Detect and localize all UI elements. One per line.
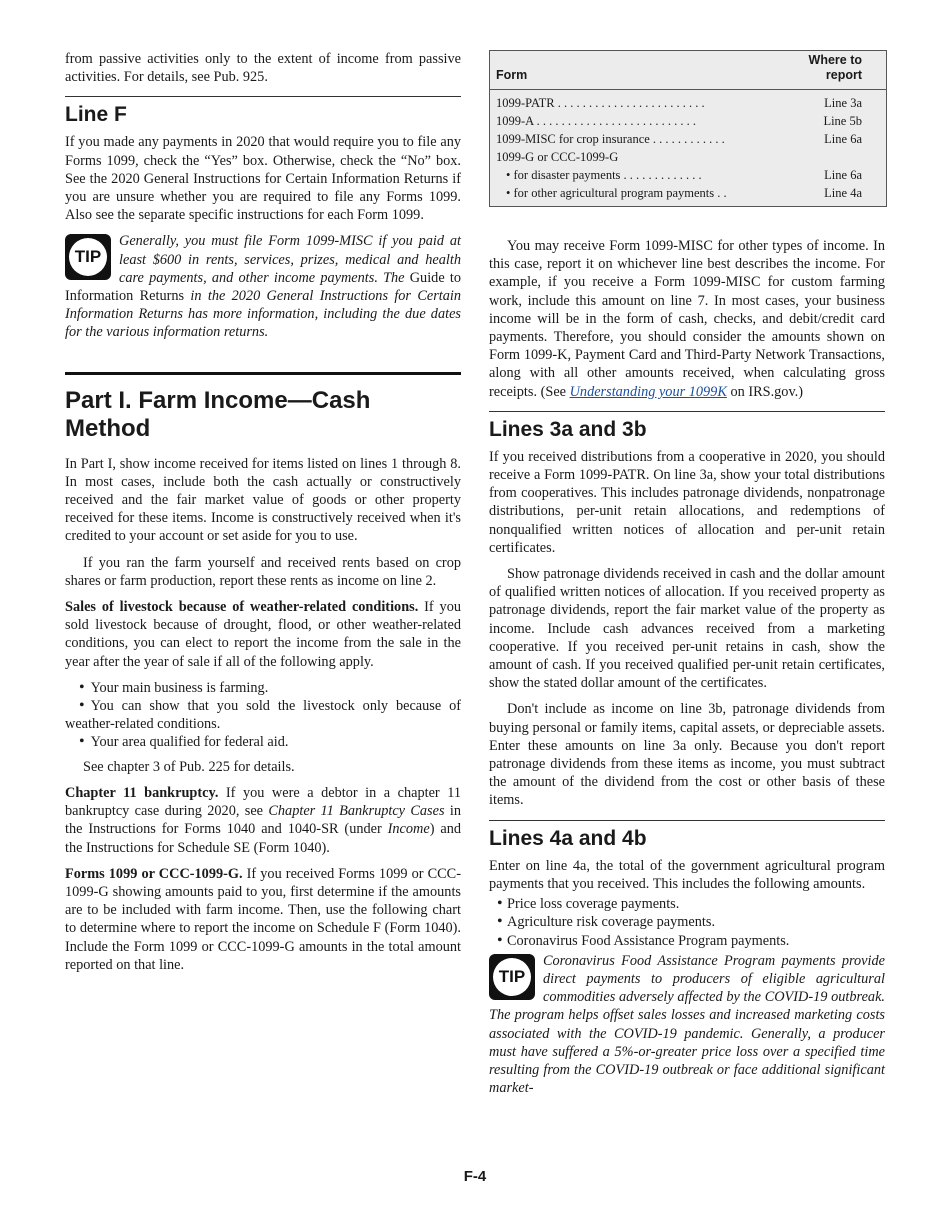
list-item: • Your area qualified for federal aid. xyxy=(65,733,461,751)
column-header-form: Form xyxy=(496,68,528,82)
section-divider xyxy=(489,820,885,821)
table-row: • for disaster payments . . . . . . . . . . . . . Line 6a xyxy=(506,168,862,182)
part-1-heading: Part I. Farm Income—Cash Method xyxy=(65,386,371,442)
right-column xyxy=(489,50,885,1105)
part-divider xyxy=(65,372,461,375)
section-divider xyxy=(489,411,885,412)
lines-3-paragraph-3: Don't include as income on line 3b, patronage dividends from buying personal or family items, capital assets, or depreciable assets. Enter these amounts on line 3a only. Because you don't report patronage dividends from these items as income, you must subtract the amount of the dividend from the cost or other basis of these items. xyxy=(489,701,885,809)
part-1-paragraph-2: If you ran the farm yourself and received rents based on crop shares or farm production, report these rents as income on line 2. xyxy=(65,554,461,589)
tip-text: Coronavirus Food Assistance Program payments provide direct payments to producers of eligible agricultural commodities adversely affected by the COVID-19 outbreak. The program helps offset sales losses and increased marketing costs associated with the COVID-19 pandemic. Generally, a producer must have suffered a 5%-or-greater price loss over a specified time resulting from the COVID-19 outbreak or face additional significant market- xyxy=(489,952,885,1097)
lines-3-paragraph-2: Show patronage dividends received in cash and the dollar amount of qualified written notices of allocation. If you received property as patronage dividends, report the fair market value of the property as income. Include cash advances received from a marketing cooperative. If you received per-unit retains in cash, show the amount of cash. If you received qualified per-unit retain certificates, show the stated dollar amount of the certificates. xyxy=(489,566,885,692)
program-payments-list xyxy=(489,895,885,950)
see-chapter-paragraph: See chapter 3 of Pub. 225 for details. xyxy=(83,758,295,775)
list-item: • Your main business is farming. xyxy=(65,679,461,697)
tip-text: Generally, you must file Form 1099-MISC if you paid at least $600 in rents, services, prizes, medical and health care payments, and other income payments. The Guide to Information Returns in the 2020 General Instructions for Certain Information Returns has more information, including the due dates for the various information returns. xyxy=(65,233,462,341)
tip-block-line-f xyxy=(65,232,461,341)
line-f-paragraph: If you made any payments in 2020 that would require you to file any Forms 1099, check the “Yes” box. Otherwise, check the “No” box. See the 2020 General Instructions for Certain Information Returns if you are unsure whether you are required to file any Forms 1099. Also see the separate specific instructions for each Form 1099. xyxy=(65,134,461,224)
table-row: 1099-A . . . . . . . . . . . . . . . . . . . . . . . . . . Line 5b xyxy=(496,114,862,128)
table-row: 1099-MISC for crop insurance . . . . . . . . . . . . Line 6a xyxy=(496,132,862,146)
table-row: 1099-G or CCC-1099-G xyxy=(496,150,619,164)
tip-icon: TIP xyxy=(65,234,111,280)
list-item: • You can show that you sold the livestock only because of weather-related conditions. xyxy=(65,697,461,733)
lines-3a-3b-heading: Lines 3a and 3b xyxy=(489,417,647,441)
understanding-1099k-link[interactable]: Understanding your 1099K xyxy=(569,383,727,400)
intro-paragraph: from passive activities only to the extent of income from passive activities. For details, see Pub. 925. xyxy=(65,51,461,86)
table-row: 1099-PATR . . . . . . . . . . . . . . . . . . . . . . . . Line 3a xyxy=(496,96,862,110)
lines-4a-4b-heading: Lines 4a and 4b xyxy=(489,826,647,850)
forms-1099-paragraph: Forms 1099 or CCC-1099-G. If you received Forms 1099 or CCC-1099-G showing amounts paid to you, first determine if the amounts are to be included with farm income. Then, use the following chart to determine where to report the income on Schedule F (Form 1040). Include the Form 1099 or CCC-1099-G amounts in the total amount reported on that line. xyxy=(65,865,461,973)
table-row: • for other agricultural program payments . . Line 4a xyxy=(506,186,862,200)
tip-icon: TIP xyxy=(489,954,535,1000)
table-header xyxy=(490,51,886,90)
list-item: • Coronavirus Food Assistance Program payments. xyxy=(489,932,885,950)
left-column xyxy=(65,50,461,982)
part-1-paragraph-1: In Part I, show income received for items listed on lines 1 through 8. In most cases, include both the cash actually or constructively received and the fair market value of goods or other property received for these items. Income is constructively received when it's credited to your account or set aside for you to use. xyxy=(65,455,461,545)
section-divider xyxy=(65,96,461,97)
table-body xyxy=(490,90,886,206)
list-item: • Agriculture risk coverage payments. xyxy=(489,913,885,931)
tip-block-cfap xyxy=(489,952,885,1098)
where-to-report-table xyxy=(489,50,887,207)
page-number: F-4 xyxy=(463,1168,487,1185)
line-f-heading: Line F xyxy=(65,103,127,127)
livestock-conditions-list xyxy=(65,679,461,752)
form-1099-misc-paragraph: You may receive Form 1099-MISC for other types of income. In this case, report it on whichever line best describes the income. For example, if you receive a Form 1099-MISC for custom farming work, include this amount on line 7. In most cases, your business income will be in the form of cash, checks, and debit/credit card payments. Therefore, you should consider the amounts shown on Form 1099-K, Payment Card and Third-Party Network Transactions, along with all other amounts received, when calculating gross receipts. (See Understanding your 1099K on IRS.gov.) xyxy=(489,238,885,400)
lines-4-paragraph-1: Enter on line 4a, the total of the government agricultural program payments that you received. This includes the following amounts. xyxy=(489,857,885,892)
livestock-paragraph: Sales of livestock because of weather-related conditions. If you sold livestock because of drought, flood, or other weather-related conditions, you can elect to report the income from the sale in the year after the year of sale if all of the following apply. xyxy=(65,599,461,670)
lines-3-paragraph-1: If you received distributions from a cooperative in 2020, you should receive a Form 1099-PATR. On line 3a, show your total distributions from cooperatives. This includes patronage dividends, nonpatronage distributions, per-unit retain allocations, and redemptions of nonqualified written notices of allocation and per-unit retain certificates. xyxy=(489,448,885,556)
column-header-where: Where to report xyxy=(808,53,862,82)
list-item: • Price loss coverage payments. xyxy=(489,895,885,913)
chapter-11-paragraph: Chapter 11 bankruptcy. If you were a debtor in a chapter 11 bankruptcy case during 2020, see Chapter 11 Bankruptcy Cases in the Instructions for Forms 1040 and 1040-SR (under Income) and the Instructions for Schedule SE (Form 1040). xyxy=(65,784,462,856)
